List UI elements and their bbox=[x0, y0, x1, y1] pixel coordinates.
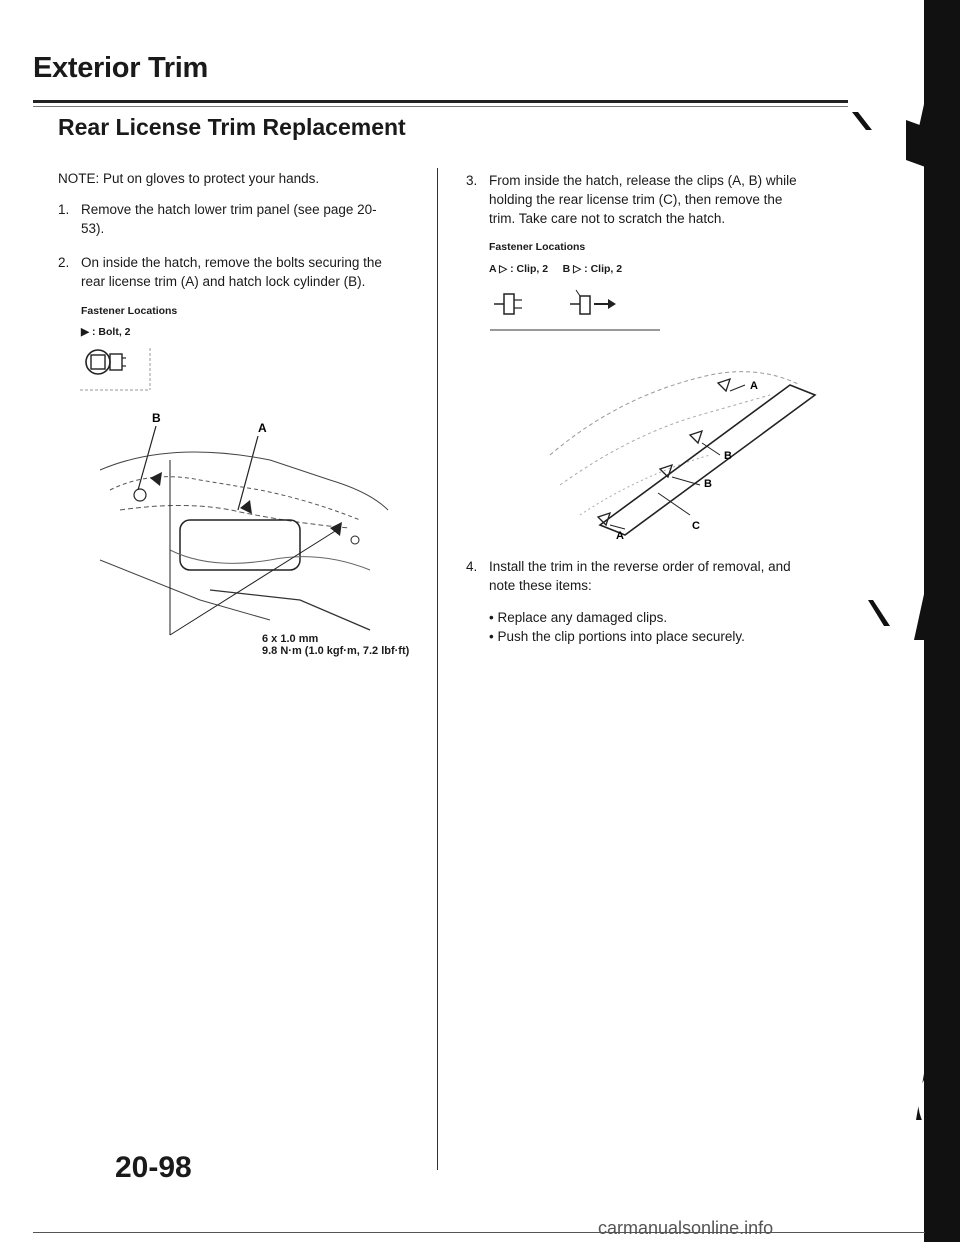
step-number: 4. bbox=[466, 559, 478, 574]
corner-mark bbox=[852, 112, 874, 132]
step-line: On inside the hatch, remove the bolts securing the bbox=[81, 255, 382, 270]
clip-b-letter: B bbox=[562, 263, 571, 275]
clip-b-label: : Clip, 2 bbox=[584, 263, 623, 275]
clip-b-icon bbox=[570, 290, 616, 314]
section-title: Rear License Trim Replacement bbox=[58, 114, 406, 140]
book-spine-edge bbox=[906, 0, 960, 1242]
note-text: NOTE: Put on gloves to protect your hands. bbox=[58, 171, 320, 186]
watermark-text: carmanualsonline.info bbox=[598, 1218, 774, 1238]
column-divider bbox=[437, 168, 438, 1170]
callout-label: B bbox=[704, 478, 712, 490]
callout-label: A bbox=[258, 421, 267, 435]
fastener-heading: Fastener Locations bbox=[489, 241, 586, 253]
clip-a-icon bbox=[494, 294, 522, 314]
callout-label: C bbox=[692, 520, 700, 532]
footer-rule bbox=[33, 1232, 925, 1233]
step-line: Install the trim in the reverse order of removal, and bbox=[489, 559, 791, 574]
fastener-bolt-label: : Bolt, 2 bbox=[92, 326, 131, 338]
corner-mark bbox=[868, 600, 892, 630]
license-trim-figure bbox=[540, 355, 840, 555]
callout-label: A bbox=[750, 380, 758, 392]
bolt-spec bbox=[262, 633, 409, 657]
page-number: 20-98 bbox=[115, 1151, 192, 1184]
step-number: 1. bbox=[58, 202, 70, 217]
step-line: Remove the hatch lower trim panel (see page 20- bbox=[81, 202, 377, 217]
bolt-torque: 9.8 N·m (1.0 kgf·m, 7.2 lbf·ft) bbox=[262, 645, 410, 657]
fastener-clip-items bbox=[489, 263, 622, 275]
bullet-text: Push the clip portions into place securely. bbox=[497, 629, 745, 644]
step-line: trim. Take care not to scratch the hatch. bbox=[489, 211, 726, 226]
bullet-text: Replace any damaged clips. bbox=[497, 610, 668, 625]
callout-label: B bbox=[152, 411, 161, 425]
step-1 bbox=[58, 200, 418, 238]
callout-label: A bbox=[616, 530, 624, 542]
hatch-figure bbox=[90, 400, 390, 660]
hollow-arrow-icon: ▷ bbox=[573, 263, 582, 275]
bullet-item: • Push the clip portions into place securely. bbox=[489, 629, 745, 644]
fastener-heading: Fastener Locations bbox=[81, 305, 178, 317]
bolt-icon bbox=[80, 340, 160, 400]
hollow-arrow-icon: ▷ bbox=[499, 263, 508, 275]
clip-a-letter: A bbox=[489, 263, 497, 275]
step-line: From inside the hatch, release the clips (A, B) while bbox=[489, 173, 797, 188]
step-4 bbox=[466, 557, 846, 646]
step-line: 53). bbox=[81, 221, 105, 236]
fastener-bolt-item bbox=[81, 326, 131, 338]
clip-icons bbox=[490, 282, 670, 332]
step-line: rear license trim (A) and hatch lock cylinder (B). bbox=[81, 274, 366, 289]
header-rule bbox=[33, 100, 848, 103]
step-number: 3. bbox=[466, 173, 478, 188]
step-3 bbox=[466, 171, 846, 228]
solid-arrow-icon: ▶ bbox=[81, 326, 90, 338]
step-2 bbox=[58, 253, 418, 291]
callout-label: B bbox=[724, 450, 732, 462]
clip-a-label: : Clip, 2 bbox=[510, 263, 549, 275]
step-line: note these items: bbox=[489, 578, 592, 593]
bullet-item: • Replace any damaged clips. bbox=[489, 610, 668, 625]
step-number: 2. bbox=[58, 255, 70, 270]
bolt-size: 6 x 1.0 mm bbox=[262, 633, 319, 645]
header-rule-thin bbox=[33, 106, 848, 107]
page-title: Exterior Trim bbox=[33, 52, 208, 84]
step-line: holding the rear license trim (C), then remove the bbox=[489, 192, 783, 207]
